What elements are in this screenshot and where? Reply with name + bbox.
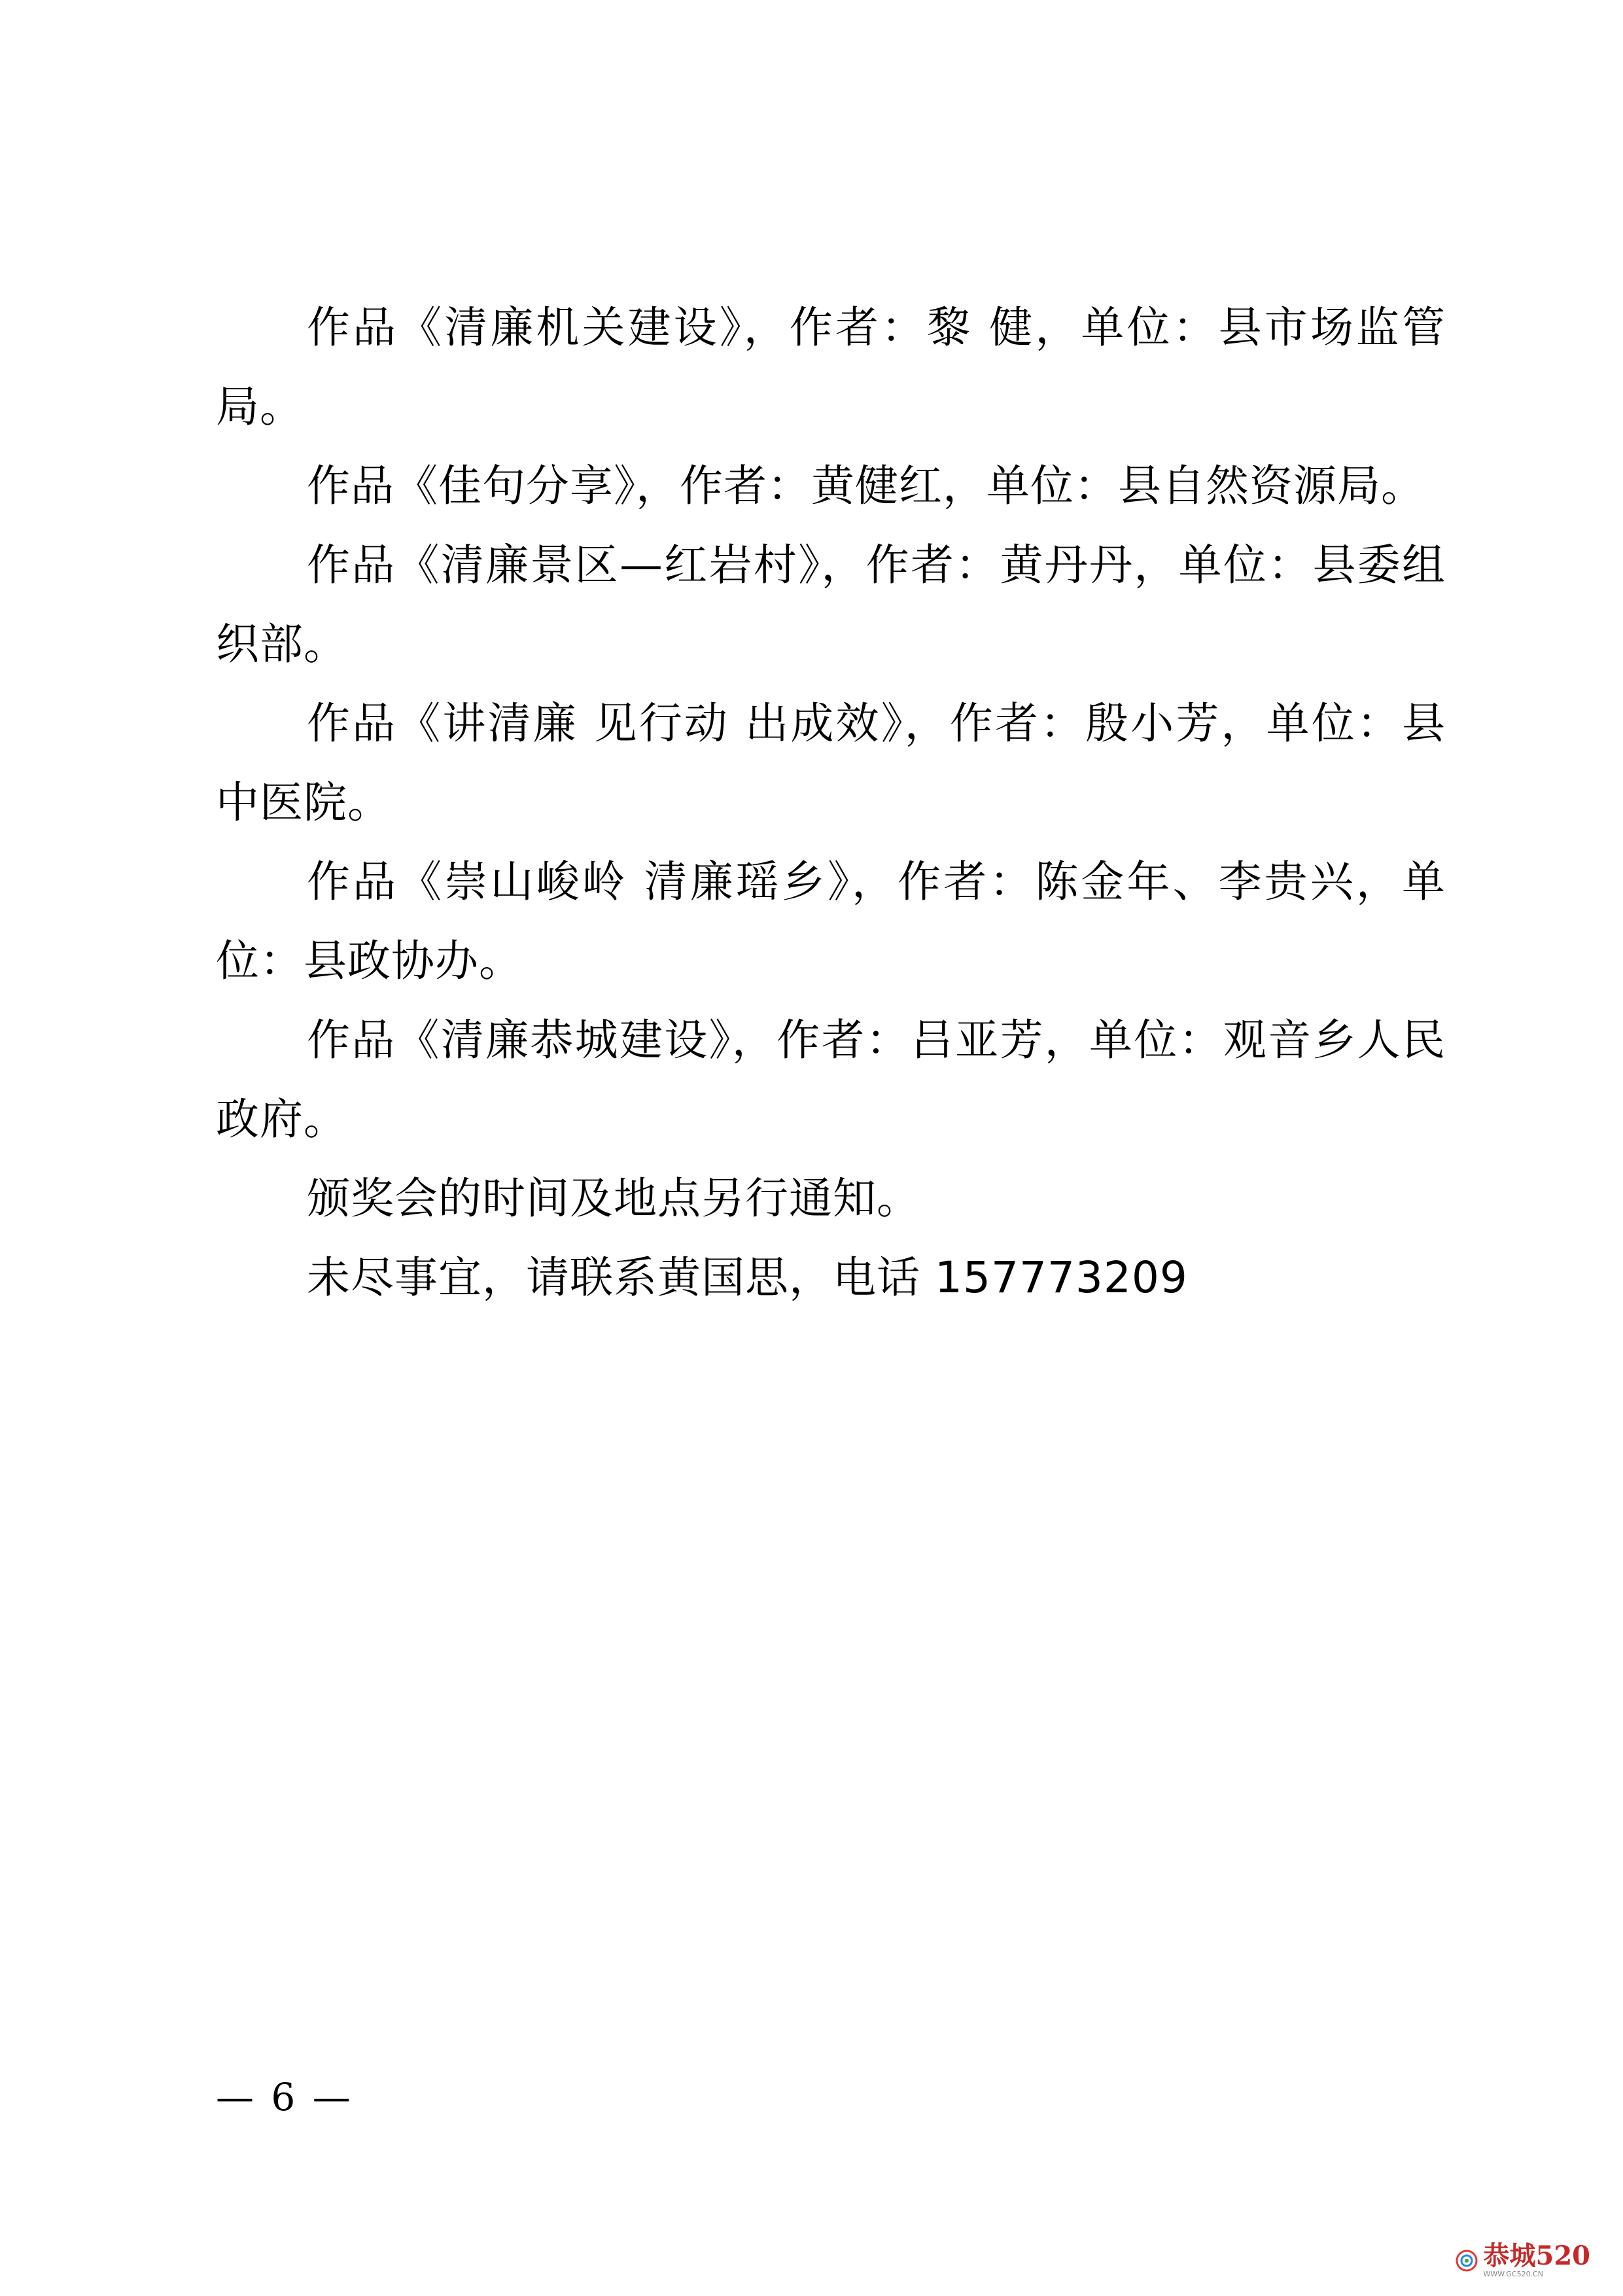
watermark-text bbox=[1483, 2240, 1591, 2278]
document-body bbox=[216, 288, 1446, 1317]
page-number: — 6 — bbox=[216, 2075, 353, 2119]
paragraph-contact: 未尽事宜，请联系黄国思，电话 157773209 bbox=[307, 1252, 1188, 1303]
paragraph-ceremony-notice: 颁奖会的时间及地点另行通知。 bbox=[307, 1173, 920, 1224]
paragraph-award-6: 作品《清廉恭城建设》，作者：吕亚芳，单位：观音乡人民政府。 bbox=[216, 1015, 1446, 1144]
site-logo-icon bbox=[1455, 2249, 1478, 2272]
paragraph-award-2: 作品《佳句分享》，作者：黄健红，单位：县自然资源局。 bbox=[307, 461, 1425, 511]
paragraph-award-5: 作品《崇山峻岭 清廉瑶乡》，作者：陈金年、李贵兴，单位：县政协办。 bbox=[216, 857, 1446, 986]
watermark bbox=[1455, 2240, 1591, 2278]
paragraph-award-4: 作品《讲清廉 见行动 出成效》，作者：殷小芳，单位：县中医院。 bbox=[216, 698, 1446, 828]
paragraph-award-1: 作品《清廉机关建设》，作者：黎 健，单位：县市场监管局。 bbox=[216, 302, 1446, 432]
paragraph-award-3: 作品《清廉景区—红岩村》，作者：黄丹丹，单位：县委组织部。 bbox=[216, 540, 1446, 669]
watermark-domain: WWW.GC520.CN bbox=[1483, 2270, 1543, 2278]
watermark-brand: 恭城520 bbox=[1483, 2240, 1590, 2271]
